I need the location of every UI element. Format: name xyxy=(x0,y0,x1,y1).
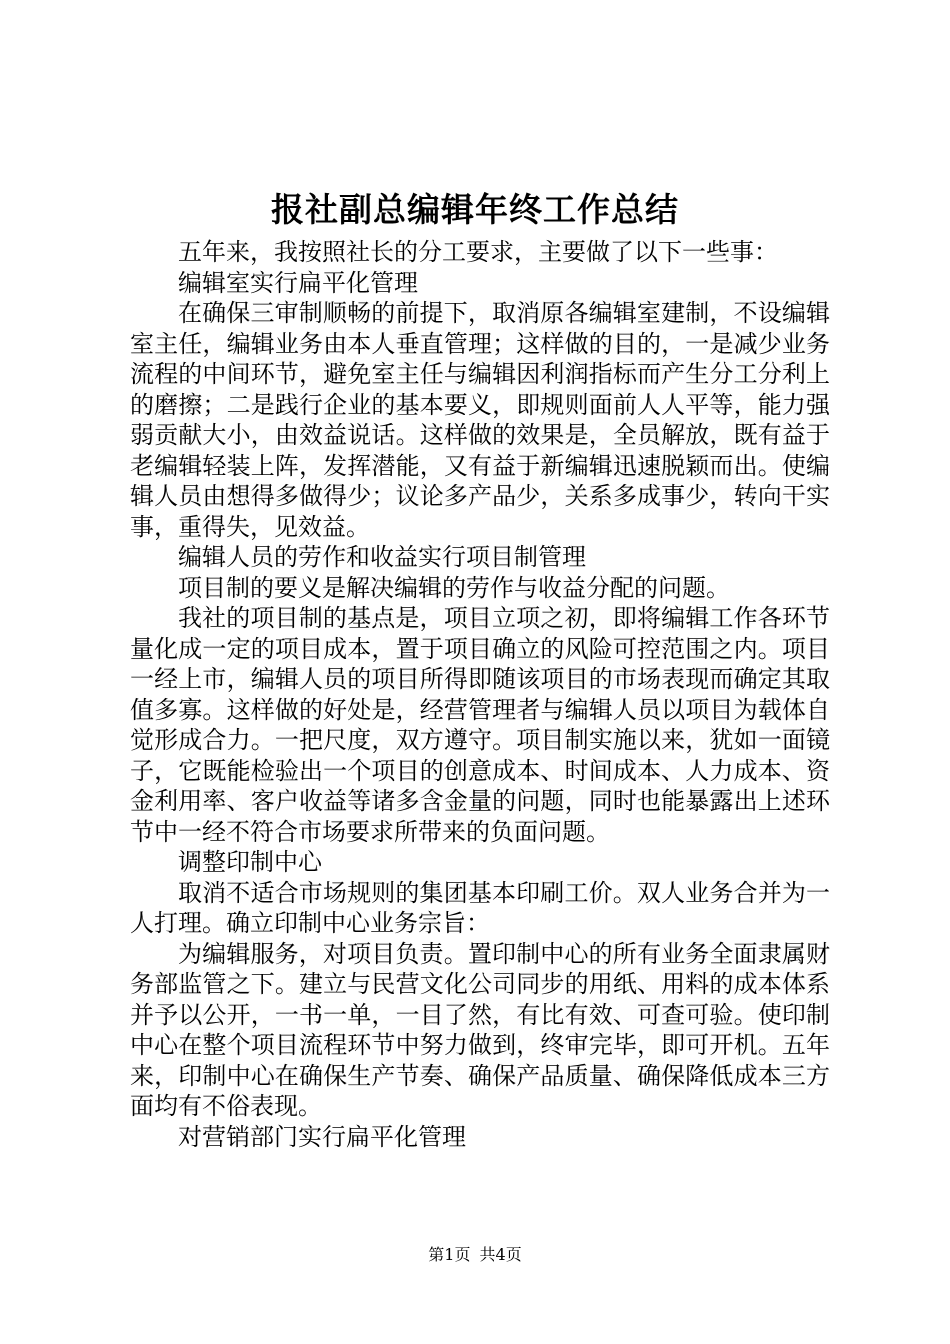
paragraph-intro: 五年来，我按照社长的分工要求，主要做了以下一些事： xyxy=(178,238,778,266)
section-heading-printing-center: 调整印制中心 xyxy=(178,848,322,876)
section-heading-project-system: 编辑人员的劳作和收益实行项目制管理 xyxy=(178,543,586,571)
section-heading-marketing-management: 对营销部门实行扁平化管理 xyxy=(178,1122,466,1151)
paragraph-project-details: 我社的项目制的基点是，项目立项之初，即将编辑工作各环节量化成一定的项目成本，置于项目确立的风险可控范围之内。项目一经上市，编辑人员的项目所得即随该项目的市场表现而确定其取值多寡。这样做的好处是，经营管理者与编辑人员以项目为载体自觉形成合力。一把尺度，双方遵守。项目制实施以来，犹如一面镜子，它既能检验出一个项目的创意成本、时间成本、人力成本、资金利用率、客户收益等诸多含金量的问题，同时也能暴露出上述环节中一经不符合市场要求所带来的负面问题。 xyxy=(130,604,830,846)
paragraph-editorial-management: 在确保三审制顺畅的前提下，取消原各编辑室建制，不设编辑室主任，编辑业务由本人垂直管理；这样做的目的，一是减少业务流程的中间环节，避免室主任与编辑因利润指标而产生分工分利上的磨擦；二是践行企业的基本要义，即规则面前人人平等，能力强弱贡献大小，由效益说话。这样做的效果是，全员解放，既有益于老编辑轻装上阵，发挥潜能，又有益于新编辑迅速脱颖而出。使编辑人员由想得多做得少；议论多产品少，关系多成事少，转向干实事，重得失，见效益。 xyxy=(130,299,830,541)
document-title: 报社副总编辑年终工作总结 xyxy=(271,190,679,229)
paragraph-printing-service: 为编辑服务，对项目负责。置印制中心的所有业务全面隶属财务部监管之下。建立与民营文化公司同步的用纸、用料的成本体系并予以公开，一书一单，一目了然，有比有效、可查可验。使印制中心在整个项目流程环节中努力做到，终审完毕，即可开机。五年来，印制中心在确保生产节奏、确保产品质量、确保降低成本三方面均有不俗表现。 xyxy=(130,939,830,1120)
section-heading-editorial-flat-management: 编辑室实行扁平化管理 xyxy=(178,268,418,297)
page-total: 共4页 xyxy=(479,1245,522,1264)
paragraph-printing-adjustment: 取消不适合市场规则的集团基本印刷工价。双人业务合并为一人打理。确立印制中心业务宗旨： xyxy=(130,878,830,937)
document-body xyxy=(130,237,830,1152)
paragraph-project-purpose: 项目制的要义是解决编辑的劳作与收益分配的问题。 xyxy=(178,573,730,602)
page-number: 第1页 xyxy=(428,1245,471,1264)
page-footer xyxy=(0,1244,950,1266)
